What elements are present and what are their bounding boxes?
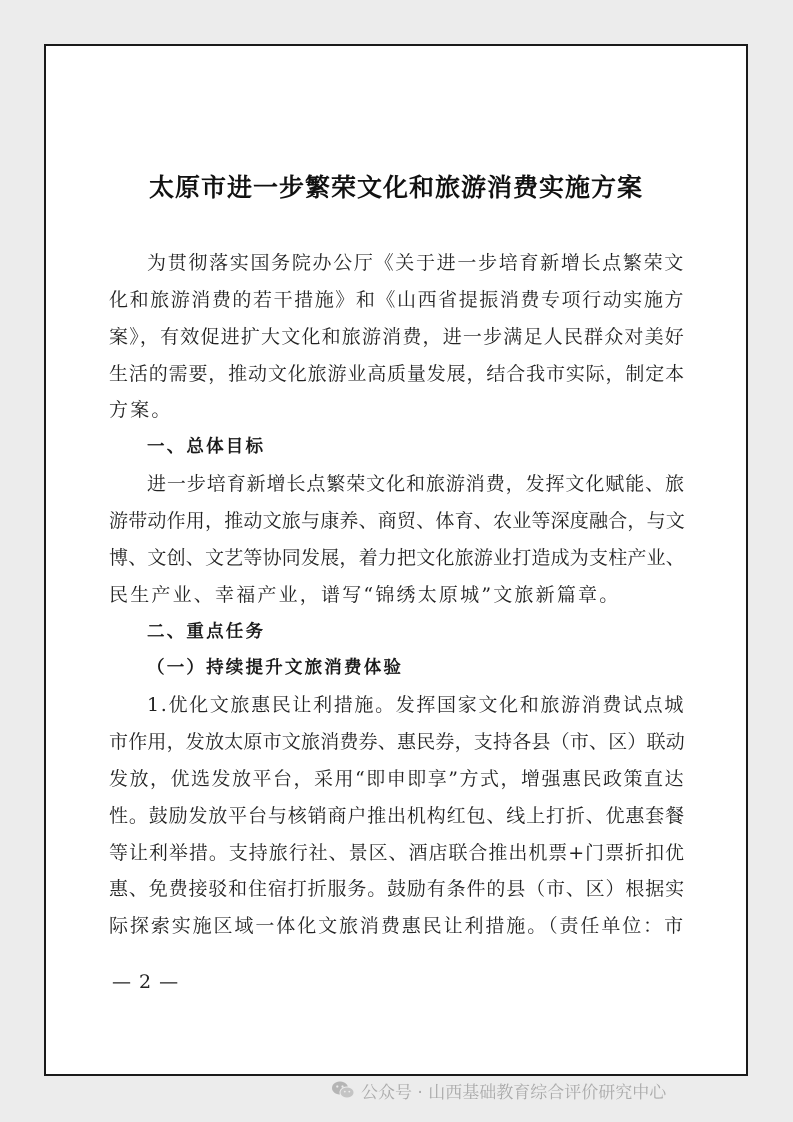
body-line: 际探索实施区域一体化文旅消费惠民让利措施。（责任单位：市 (109, 915, 685, 938)
body-line: 惠、免费接驳和住宿打折服务。鼓励有条件的县（市、区）根据实 (109, 878, 685, 901)
body-line: 等让利举措。支持旅行社、景区、酒店联合推出机票+门票折扣优 (109, 841, 685, 864)
body-line: 为贯彻落实国务院办公厅《关于进一步培育新增长点繁荣文 (147, 252, 685, 274)
page-number: — 2 — (112, 971, 180, 993)
body-line: 化和旅游消费的若干措施》和《山西省提振消费专项行动实施方 (109, 288, 685, 311)
body-line: 发放，优选发放平台，采用“即申即享”方式，增强惠民政策直达 (109, 767, 685, 790)
section-heading: 二、重点任务 (147, 621, 266, 642)
body-line: 方案。 (109, 399, 173, 422)
body-line: 民生产业、幸福产业，谱写“锦绣太原城”文旅新篇章。 (109, 583, 621, 606)
body-line: 案》，有效促进扩大文化和旅游消费，进一步满足人民群众对美好 (109, 325, 685, 348)
document-page (44, 44, 748, 1076)
body-line: 1.优化文旅惠民让利措施。发挥国家文化和旅游消费试点城 (147, 694, 685, 717)
body-line: 生活的需要，推动文化旅游业高质量发展，结合我市实际，制定本 (109, 362, 685, 385)
body-line: 博、文创、文艺等协同发展，着力把文化旅游业打造成为支柱产业、 (109, 546, 685, 569)
section-heading: 一、总体目标 (147, 437, 266, 458)
watermark-text: 公众号 · 山西基础教育综合评价研究中心 (361, 1082, 667, 1103)
subsection-heading: （一）持续提升文旅消费体验 (147, 658, 404, 679)
body-line: 进一步培育新增长点繁荣文化和旅游消费，发挥文化赋能、旅 (147, 473, 685, 496)
body-line: 游带动作用，推动文旅与康养、商贸、体育、农业等深度融合，与文 (109, 509, 685, 532)
watermark (331, 1076, 666, 1104)
document-title: 太原市进一步繁荣文化和旅游消费实施方案 (148, 173, 643, 202)
body-line: 市作用，发放太原市文旅消费券、惠民券，支持各县（市、区）联动 (109, 731, 685, 754)
body-line: 性。鼓励发放平台与核销商户推出机构红包、线上打折、优惠套餐 (109, 804, 685, 827)
wechat-icon (331, 1080, 355, 1100)
